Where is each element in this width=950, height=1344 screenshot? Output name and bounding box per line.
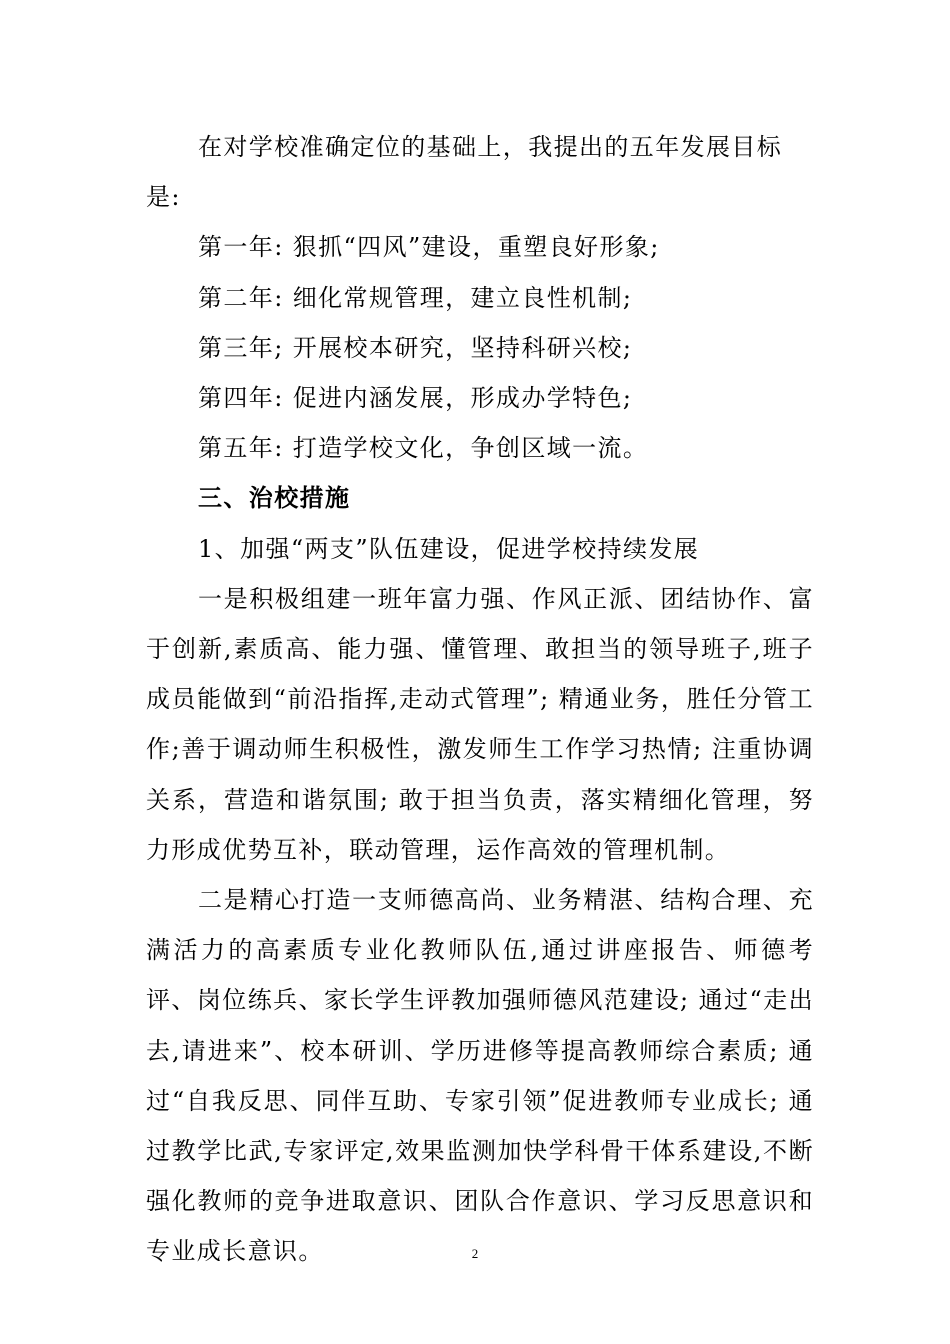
body-paragraph-teachers: 二是精心打造一支师德高尚、业务精湛、结构合理、充满活力的高素质专业化教师队伍,通过讲座报告、师德考评、岗位练兵、家长学生评教加强师德风范建设; 通过“走出去,请进来”、校本研训、学历进修等提高教师综合素质; 通过“自我反思、同伴互助、专家引领”促进教师专业成长; 通过教学比武,专家评定,效果监测加快学科骨干体系建设,不断强化教师的竞争进取意识、团队合作意识、学习反思意识和专业成长意识。 — [146, 886, 814, 1266]
intro-paragraph: 在对学校准确定位的基础上，我提出的五年发展目标是: — [146, 133, 783, 212]
document-body — [146, 122, 814, 1277]
body-paragraph-leadership: 一是积极组建一班年富力强、作风正派、团结协作、富于创新,素质高、能力强、懂管理、敢担当的领导班子,班子成员能做到“前沿指挥,走动式管理”; 精通业务，胜任分管工作;善于调动师生积极性，激发师生工作学习热情; 注重协调关系，营造和谐氛围; 敢于担当负责，落实精细化管理，努力形成优势互补，联动管理，运作高效的管理机制。 — [146, 584, 814, 864]
goal-year-5: 第五年: 打造学校文化，争创区域一流。 — [198, 434, 649, 463]
goal-year-4: 第四年: 促进内涵发展，形成办学特色; — [198, 384, 633, 413]
section-heading: 三、治校措施 — [198, 484, 351, 513]
goal-year-1: 第一年: 狠抓“四风”建设，重塑良好形象; — [198, 233, 660, 262]
goal-year-2: 第二年: 细化常规管理，建立良性机制; — [198, 283, 633, 312]
subsection-heading: 1、加强“两支”队伍建设，促进学校持续发展 — [198, 534, 700, 563]
goal-year-3: 第三年; 开展校本研究，坚持科研兴校; — [198, 333, 633, 362]
page-number: 2 — [471, 1246, 479, 1261]
